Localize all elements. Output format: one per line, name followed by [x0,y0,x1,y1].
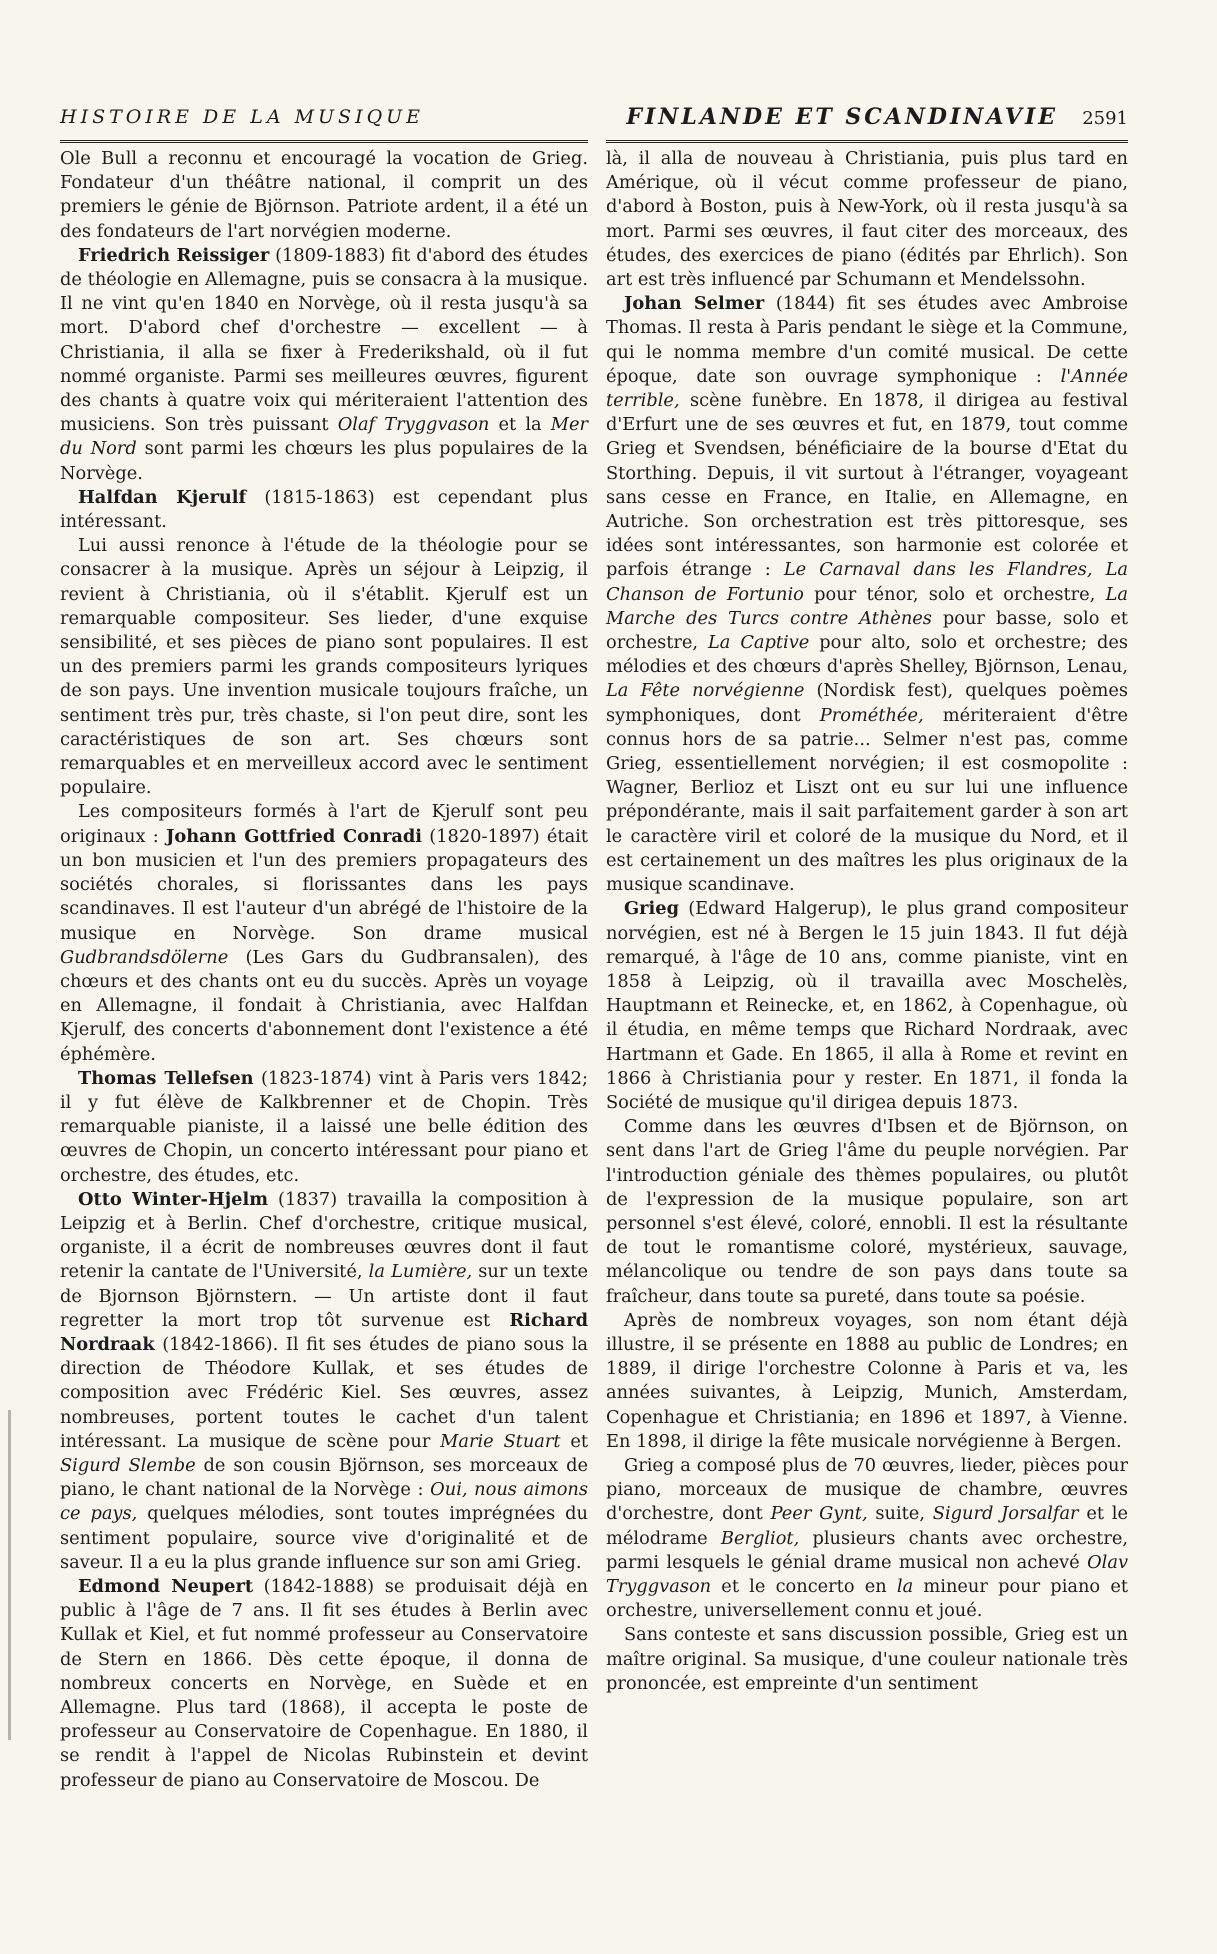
right-column [606,147,1128,1696]
page-number: 2591 [1082,108,1128,129]
paragraph: Après de nombreux voyages, son nom étant déjà illustre, il se présente en 1888 au public de Londres; en 1889, il dirige l'orchestre Colonne à Paris et va, les années suivantes, à Leipzig, Munich, Amsterdam, Copenhague et Christiania; en 1896 et 1897, à Vienne. En 1898, il dirige la fête musicale norvégienne à Bergen. [606,1309,1128,1452]
left-column [60,147,588,1793]
person-name: Halfdan Kjerulf [78,486,247,508]
person-name: Otto Winter-Hjelm [78,1188,269,1210]
paragraph: Grieg a composé plus de 70 œuvres, lieder, pièces pour piano, morceaux de musique de chambre, œuvres d'orchestre, dont Peer Gynt, suite, Sigurd Jorsalfar et le mélodrame Bergliot, plusieurs chants avec orchestre, parmi lesquels le génial drame musical non achevé Olav Tryggvason et le concerto en la mineur pour piano et orchestre, universellement connu et joué. [606,1454,1129,1622]
person-name: Edmond Neupert [78,1575,254,1597]
running-title-left: HISTOIRE DE LA MUSIQUE [60,106,425,128]
header-rule-left [60,140,588,143]
header-rule-right [606,140,1128,143]
paragraph: là, il alla de nouveau à Christiania, puis plus tard en Amérique, où il vécut comme professeur de piano, d'abord à Boston, puis à New-York, où il resta jusqu'à sa mort. Parmi ses œuvres, il faut citer des morceaux, des études, des exercices de piano (édités par Ehrlich). Son art est très influencé par Schumann et Mendelssohn. [606,148,1128,291]
paragraph: Ole Bull a reconnu et encouragé la vocation de Grieg. Fondateur d'un théâtre national, il comprit un des premiers le génie de Björnson. Patriote ardent, il a été un des fondateurs de l'art norvégien moderne. [60,148,588,242]
page-header [60,104,1128,136]
paragraph: Friedrich Reissiger (1809-1883) fit d'abord des études de théologie en Allemagne, puis se consacra à la musique. Il ne vint qu'en 1840 en Norvège, où il resta jusqu'à sa mort. D'abord chef d'orchestre — excellent — à Christiania, il alla se fixer à Frederikshald, où il fut nommé organiste. Parmi ses meilleures œuvres, figurent des chants à quatre voix qui mériteraient l'attention des musiciens. Son très puissant Olaf Tryggvason et la Mer du Nord sont parmi les chœurs les plus populaires de la Norvège. [60,244,589,484]
binding-shadow [8,1410,11,1740]
paragraph: Sans conteste et sans discussion possible, Grieg est un maître original. Sa musique, d'une couleur nationale très prononcée, est empreinte d'un sentiment [606,1624,1128,1694]
paragraph: Les compositeurs formés à l'art de Kjerulf sont peu originaux : Johann Gottfried Conradi (1820-1897) était un bon musicien et l'un des premiers propagateurs des sociétés chorales, si florissantes dans les pays scandinaves. Il est l'auteur d'un abrégé de l'histoire de la musique en Norvège. Son drame musical Gudbrandsdölerne (Les Gars du Gudbransalen), des chœurs et des chants ont eu du succès. Après un voyage en Allemagne, il fondait à Christiania, avec Halfdan Kjerulf, des concerts d'abonnement dont l'existence a été éphémère. [60,801,589,1065]
person-name: Richard Nordraak [60,1309,588,1355]
person-name: Johan Selmer [624,293,765,315]
paragraph: Grieg (Edward Halgerup), le plus grand compositeur norvégien, est né à Bergen le 15 juin 1843. Il fut déjà remarqué, à l'âge de 10 ans, comme pianiste, vint en 1858 à Leipzig, où il travailla avec Moschelès, Hauptmann et Reinecke, et, en 1862, à Copenhague, où il étudia, en même temps que Richard Nordraak, avec Hartmann et Gade. En 1865, il alla à Rome et revint en 1866 à Christiania pour y rester. En 1871, il fonda la Société de musique qu'il dirigea depuis 1873. [606,898,1128,1113]
paragraph: Thomas Tellefsen (1823-1874) vint à Paris vers 1842; il y fut élève de Kalkbrenner et de Chopin. Très remarquable pianiste, il a laissé une belle édition des œuvres de Chopin, un concerto intéressant pour piano et orchestre, des études, etc. [60,1067,588,1186]
paragraph: Lui aussi renonce à l'étude de la théologie pour se consacrer à la musique. Après un séjour à Leipzig, il revient à Christiania, où il s'établit. Kjerulf est un remarquable compositeur. Ses lieder, d'une exquise sensibilité, et ses pièces de piano sont populaires. Il est un des premiers parmi les grands compositeurs lyriques de son pays. Une invention musicale toujours fraîche, un sentiment très pur, très chaste, si l'on peut dire, sont les caractéristiques de son art. Ses chœurs sont remarquables et en merveilleux accord avec le sentiment populaire. [60,535,588,799]
paragraph: Comme dans les œuvres d'Ibsen et de Björnson, on sent dans l'art de Grieg l'âme du peuple norvégien. Par l'introduction géniale des thèmes populaires, ou plutôt de l'expression de la musique populaire, son art personnel s'est élevé, coloré, ennobli. Il est la résultante de tout le romantisme coloré, mystérieux, sauvage, mélancolique ou tendre de son pays dans toute sa fraîcheur, dans toute sa pureté, dans toute sa poésie. [606,1116,1128,1307]
paragraph: Johan Selmer (1844) fit ses études avec Ambroise Thomas. Il resta à Paris pendant le siège et la Commune, qui le nomma membre d'un comité musical. De cette époque, date son ouvrage symphonique : l'Année terrible, scène funèbre. En 1878, il dirigea au festival d'Erfurt une de ses œuvres et fut, en 1879, tout comme Grieg et Svendsen, bénéficiaire de la bourse d'Etat du Storthing. Depuis, il vit surtout à l'étranger, voyageant sans cesse en France, en Italie, en Allemagne, en Autriche. Son orchestration est très pittoresque, ses idées sont intéressantes, son harmonie est colorée et parfois étrange : Le Carnaval dans les Flandres, La Chanson de Fortunio pour ténor, solo et orchestre, La Marche des Turcs contre Athènes pour basse, solo et orchestre, La Captive pour alto, solo et orchestre; des mélodies et des chœurs d'après Shelley, Björnson, Lenau, La Fête norvégienne (Nordisk fest), quelques poèmes symphoniques, dont Prométhée, mériteraient d'être connus hors de sa patrie... Selmer n'est pas, comme Grieg, essentiellement norvégien; il est cosmopolite : Wagner, Berlioz et Liszt ont eu sur lui une influence prépondérante, mais il sait parfaitement garder à son art le caractère viril et coloré de la musique du Nord, et il est certainement un des maîtres les plus originaux de la musique scandinave. [606,293,1129,896]
paragraph: Edmond Neupert (1842-1888) se produisait déjà en public à l'âge de 7 ans. Il fit ses études à Berlin avec Kullak et Kiel, et fut nommé professeur au Conservatoire de Stern en 1866. Dès cette époque, il donna de nombreux concerts en Norvège, en Suède et en Allemagne. Plus tard (1868), il accepta le poste de professeur au Conservatoire de Copenhague. En 1880, il se rendit à l'appel de Nicolas Rubinstein et devint professeur de piano au Conservatoire de Moscou. De [60,1575,588,1791]
paragraph: Halfdan Kjerulf (1815-1863) est cependant plus intéressant. [60,486,588,533]
running-title-right: FINLANDE ET SCANDINAVIE [626,104,1058,130]
person-name: Thomas Tellefsen [78,1067,254,1089]
person-name: Johann Gottfried Conradi [165,825,423,847]
person-name: Friedrich Reissiger [78,244,270,266]
person-name: Grieg [624,898,680,920]
paragraph: Otto Winter-Hjelm (1837) travailla la composition à Leipzig et à Berlin. Chef d'orchestre, critique musical, organiste, il a écrit de nombreuses œuvres dont il faut retenir la cantate de l'Université, la Lumière, sur un texte de Bjornson Björnstern. — Un artiste dont il faut regretter la mort trop tôt survenue est Richard Nordraak (1842-1866). Il fit ses études de piano sous la direction de Théodore Kullak, et ses études de composition avec Frédéric Kiel. Ses œuvres, assez nombreuses, portent toutes le cachet d'un talent intéressant. La musique de scène pour Marie Stuart et Sigurd Slembe de son cousin Björnson, ses morceaux de piano, le chant national de la Norvège : Oui, nous aimons ce pays, quelques mélodies, sont toutes imprégnées du sentiment populaire, source vive d'originalité et de saveur. Il a eu la plus grande influence sur son ami Grieg. [60,1188,589,1573]
